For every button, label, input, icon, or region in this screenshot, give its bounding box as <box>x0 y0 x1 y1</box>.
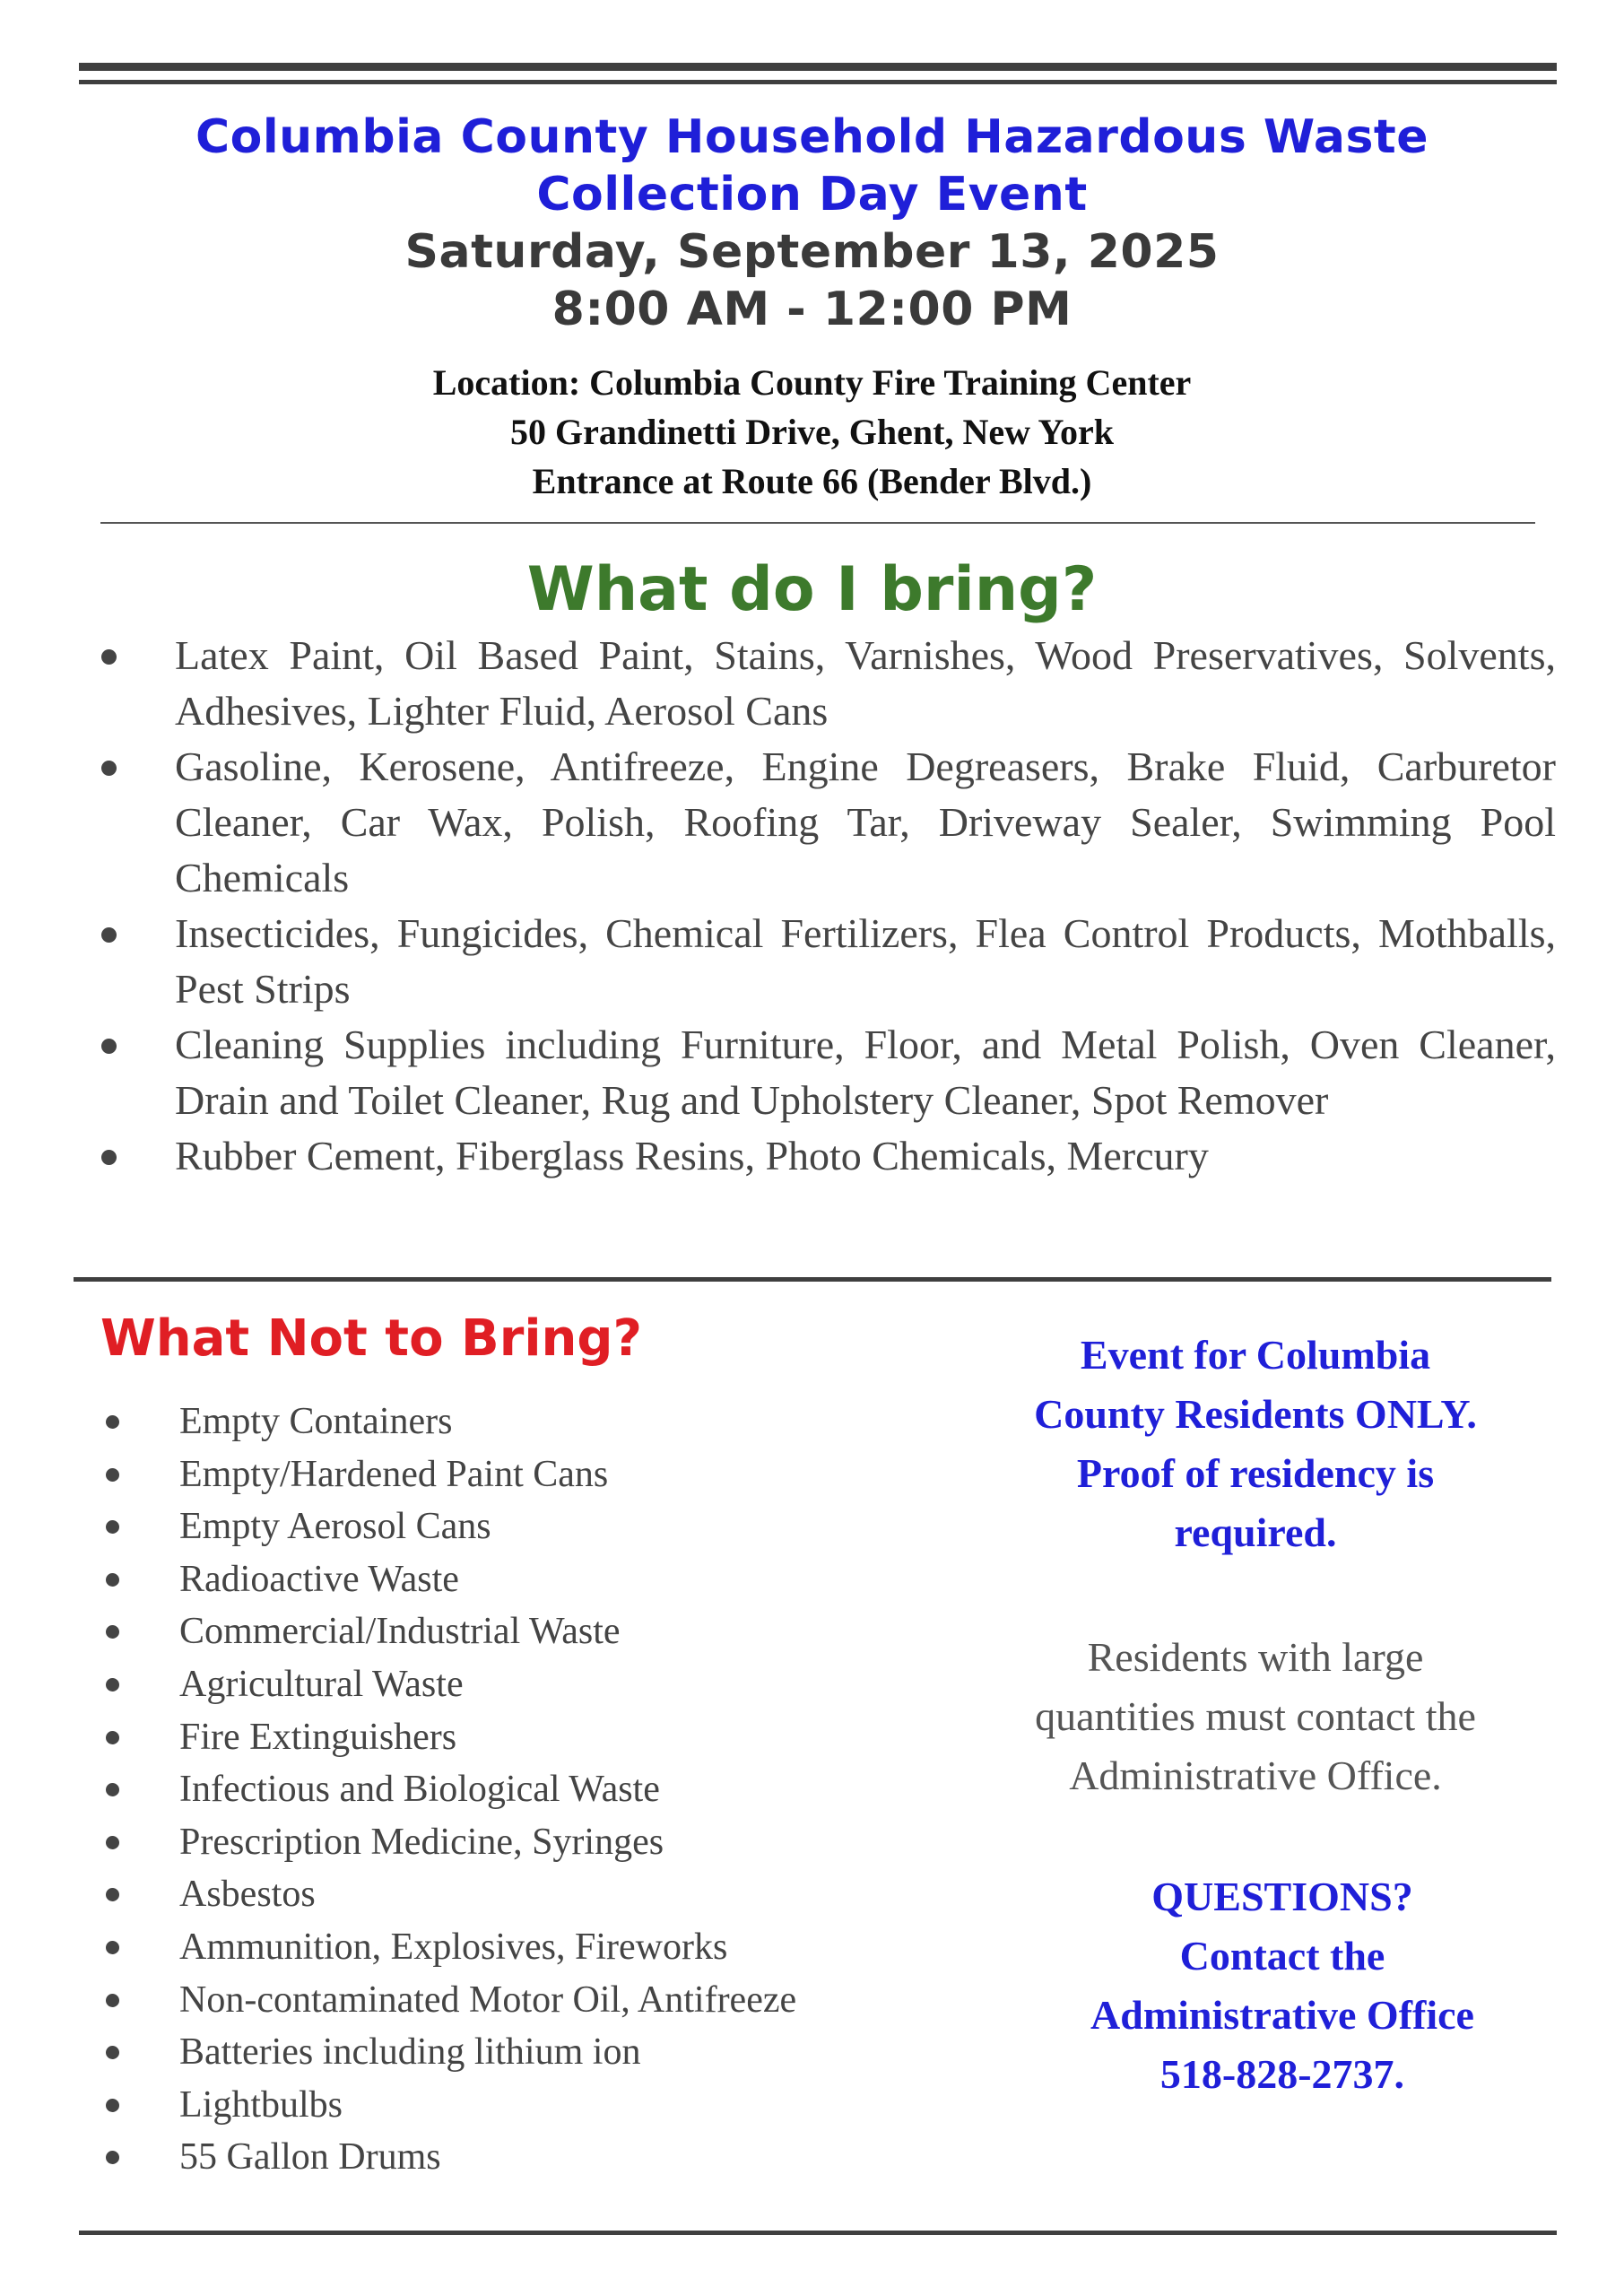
bullet-icon <box>106 1783 119 1796</box>
list-item: Ammunition, Explosives, Fireworks <box>90 1921 951 1974</box>
residency-line3: Proof of residency is <box>1076 1450 1435 1496</box>
list-item: Agricultural Waste <box>90 1658 951 1711</box>
residency-notice <box>968 1326 1542 1562</box>
list-item: Latex Paint, Oil Based Paint, Stains, Varnishes, Wood Preservatives, Solvents, Adhesives, Lighter Fluid, Aerosol Cans <box>85 628 1556 739</box>
bullet-icon <box>106 1468 119 1482</box>
list-item: Batteries including lithium ion <box>90 2026 951 2079</box>
event-title-line2: Collection Day Event <box>536 168 1088 222</box>
bullet-icon <box>106 2099 119 2112</box>
large-quantity-notice <box>968 1628 1542 1805</box>
event-location <box>0 358 1624 506</box>
bullet-icon <box>106 1836 119 1849</box>
list-item: Fire Extinguishers <box>90 1711 951 1764</box>
location-line1: Location: Columbia County Fire Training Center <box>432 362 1192 403</box>
questions-contact <box>995 1867 1569 2104</box>
bullet-icon <box>106 1625 119 1639</box>
questions-phone: 518-828-2737. <box>1159 2051 1405 2097</box>
bring-list <box>85 628 1556 1184</box>
bullet-icon <box>101 927 117 943</box>
event-date: Saturday, September 13, 2025 <box>404 225 1220 279</box>
large-quantity-line2: quantities must contact the <box>1035 1693 1476 1739</box>
list-item: Gasoline, Kerosene, Antifreeze, Engine Degreasers, Brake Fluid, Carburetor Cleaner, Car Wax, Polish, Roofing Tar, Driveway Sealer, Swimming Pool Chemicals <box>85 739 1556 906</box>
section-divider <box>74 1277 1551 1282</box>
residency-line4: required. <box>1174 1509 1337 1555</box>
list-item: Empty Aerosol Cans <box>90 1500 951 1553</box>
bullet-icon <box>106 1520 119 1534</box>
bullet-icon <box>101 761 117 776</box>
list-item: Rubber Cement, Fiberglass Resins, Photo Chemicals, Mercury <box>85 1128 1556 1184</box>
not-bring-heading: What Not to Bring? <box>100 1309 642 1368</box>
large-quantity-line3: Administrative Office. <box>1069 1752 1442 1798</box>
list-item: Empty Containers <box>90 1396 951 1448</box>
bottom-rule <box>79 2231 1557 2235</box>
event-title-line1: Columbia County Household Hazardous Waste <box>195 110 1429 164</box>
bullet-icon <box>101 1039 117 1054</box>
residency-line1: Event for Columbia <box>1080 1332 1431 1378</box>
bullet-icon <box>106 1731 119 1744</box>
bring-heading: What do I bring? <box>526 554 1098 625</box>
bullet-icon <box>106 1678 119 1692</box>
bullet-icon <box>106 1888 119 1901</box>
bullet-icon <box>106 1994 119 2007</box>
bullet-icon <box>106 1573 119 1587</box>
location-line2: 50 Grandinetti Drive, Ghent, New York <box>510 412 1114 452</box>
header-divider <box>100 522 1535 524</box>
residency-line2: County Residents ONLY. <box>1034 1391 1477 1437</box>
list-item: 55 Gallon Drums <box>90 2131 951 2184</box>
bullet-icon <box>101 649 117 665</box>
questions-line2: Contact the <box>1179 1933 1385 1979</box>
bullet-icon <box>106 2151 119 2164</box>
not-bring-list <box>90 1396 951 2184</box>
large-quantity-line1: Residents with large <box>1087 1634 1424 1680</box>
bullet-icon <box>106 2046 119 2059</box>
list-item: Empty/Hardened Paint Cans <box>90 1448 951 1501</box>
list-item: Cleaning Supplies including Furniture, Floor, and Metal Polish, Oven Cleaner, Drain and Toilet Cleaner, Rug and Upholstery Cleaner, Spot Remover <box>85 1017 1556 1128</box>
bullet-icon <box>101 1150 117 1165</box>
top-rule-thin <box>79 80 1557 84</box>
list-item: Asbestos <box>90 1868 951 1921</box>
list-item: Lightbulbs <box>90 2079 951 2132</box>
bullet-icon <box>106 1941 119 1954</box>
questions-line1: QUESTIONS? <box>1151 1874 1413 1919</box>
location-line3: Entrance at Route 66 (Bender Blvd.) <box>532 461 1092 501</box>
top-rule-thick <box>79 63 1557 71</box>
list-item: Radioactive Waste <box>90 1553 951 1606</box>
bullet-icon <box>106 1415 119 1429</box>
event-time: 8:00 AM - 12:00 PM <box>551 283 1073 336</box>
list-item: Prescription Medicine, Syringes <box>90 1816 951 1869</box>
list-item: Insecticides, Fungicides, Chemical Fertilizers, Flea Control Products, Mothballs, Pest Strips <box>85 906 1556 1017</box>
list-item: Non-contaminated Motor Oil, Antifreeze <box>90 1974 951 2027</box>
list-item: Infectious and Biological Waste <box>90 1763 951 1816</box>
event-header <box>0 109 1624 338</box>
list-item: Commercial/Industrial Waste <box>90 1605 951 1658</box>
questions-line3: Administrative Office <box>1090 1992 1474 2038</box>
